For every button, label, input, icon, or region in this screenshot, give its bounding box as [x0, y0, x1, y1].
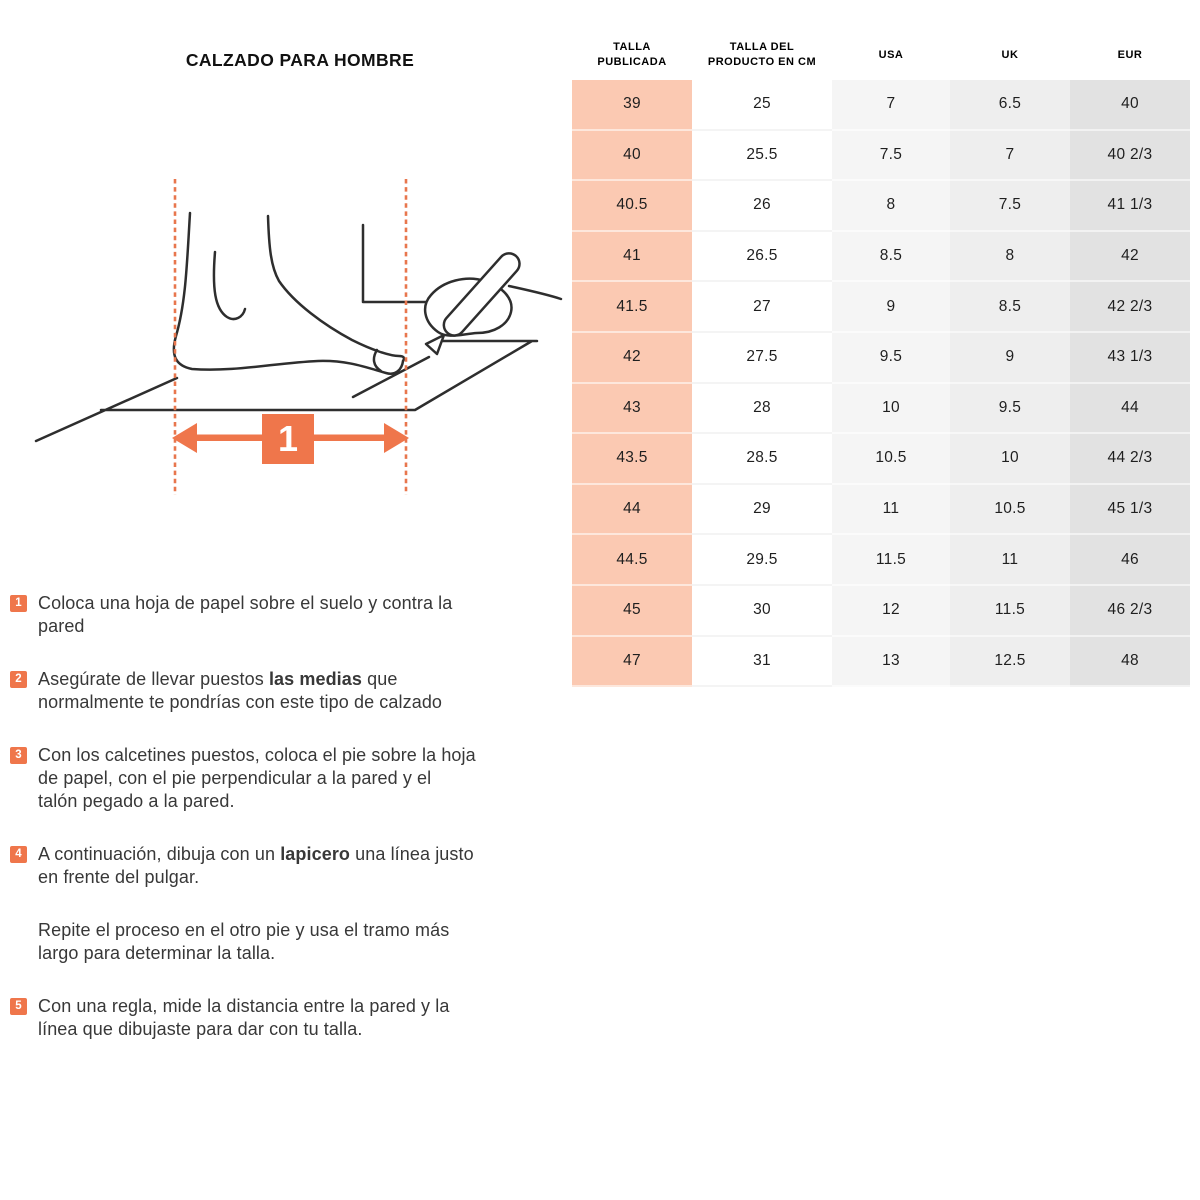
size-cell: 29 — [692, 485, 832, 536]
size-cell: 43.5 — [572, 434, 692, 485]
pencil-tip-icon — [426, 335, 444, 354]
size-cell: 41 — [572, 232, 692, 283]
size-cell: 10.5 — [950, 485, 1070, 536]
size-cell: 8.5 — [832, 232, 950, 283]
step-badge: 3 — [10, 747, 27, 764]
size-cell: 43 — [572, 384, 692, 435]
size-cell: 8 — [832, 181, 950, 232]
column-header: UK — [950, 30, 1070, 80]
step-badge: 4 — [10, 846, 27, 863]
column-header: TALLA DEL PRODUCTO EN CM — [692, 30, 832, 80]
size-cell: 11 — [832, 485, 950, 536]
measure-arrow-label: 1 — [277, 418, 299, 459]
size-cell: 26 — [692, 181, 832, 232]
size-cell: 12 — [832, 586, 950, 637]
instruction-text: A continuación, dibuja con un lapicero una línea justo en frente del pulgar. — [38, 844, 474, 887]
size-cell: 27 — [692, 282, 832, 333]
size-cell: 44 — [572, 485, 692, 536]
size-table — [572, 30, 1190, 687]
size-cell: 8 — [950, 232, 1070, 283]
size-cell: 40 — [572, 131, 692, 182]
size-cell: 43 1/3 — [1070, 333, 1190, 384]
size-cell: 9 — [832, 282, 950, 333]
size-cell: 7.5 — [950, 181, 1070, 232]
instruction-text: Coloca una hoja de papel sobre el suelo y contra la pared — [38, 593, 453, 636]
instruction-item — [10, 843, 595, 889]
instruction-text: Asegúrate de llevar puestos las medias que normalmente te pondrías con este tipo de calzado — [38, 669, 443, 712]
instruction-text: Con los calcetines puestos, coloca el pie sobre la hoja de papel, con el pie perpendicular a la pared y el talón pegado a la pared. — [38, 745, 476, 811]
size-cell: 8.5 — [950, 282, 1070, 333]
size-cell: 44 — [1070, 384, 1190, 435]
size-cell: 46 — [1070, 535, 1190, 586]
size-cell: 48 — [1070, 637, 1190, 688]
size-cell: 31 — [692, 637, 832, 688]
size-cell: 12.5 — [950, 637, 1070, 688]
size-cell: 9 — [950, 333, 1070, 384]
size-cell: 45 — [572, 586, 692, 637]
pencil-drawn-line — [353, 357, 429, 397]
column-header: USA — [832, 30, 950, 80]
page-title: CALZADO PARA HOMBRE — [185, 50, 415, 70]
size-cell: 26.5 — [692, 232, 832, 283]
size-cell: 47 — [572, 637, 692, 688]
size-cell: 45 1/3 — [1070, 485, 1190, 536]
size-cell: 42 — [1070, 232, 1190, 283]
size-cell: 11.5 — [832, 535, 950, 586]
size-cell: 27.5 — [692, 333, 832, 384]
size-cell: 10.5 — [832, 434, 950, 485]
size-cell: 9.5 — [832, 333, 950, 384]
size-cell: 44.5 — [572, 535, 692, 586]
foot-outline — [174, 213, 404, 374]
step-badge: 1 — [10, 595, 27, 612]
instruction-text: Repite el proceso en el otro pie y usa el tramo más largo para determinar la talla. — [38, 920, 450, 963]
foot-measurement-illustration — [0, 0, 570, 560]
size-cell: 25 — [692, 80, 832, 131]
size-cell: 10 — [950, 434, 1070, 485]
size-cell: 44 2/3 — [1070, 434, 1190, 485]
size-cell: 7 — [950, 131, 1070, 182]
size-cell: 25.5 — [692, 131, 832, 182]
instruction-item — [10, 592, 595, 638]
size-cell: 28 — [692, 384, 832, 435]
instruction-list — [10, 592, 595, 1071]
forearm-line — [509, 286, 561, 299]
size-cell: 42 2/3 — [1070, 282, 1190, 333]
wall-corner — [363, 225, 428, 302]
column-header: EUR — [1070, 30, 1190, 80]
size-cell: 29.5 — [692, 535, 832, 586]
instruction-item — [10, 668, 595, 714]
size-cell: 39 — [572, 80, 692, 131]
step-badge: 2 — [10, 671, 27, 688]
size-cell: 46 2/3 — [1070, 586, 1190, 637]
instruction-item — [10, 995, 595, 1041]
size-cell: 40 2/3 — [1070, 131, 1190, 182]
size-cell: 11 — [950, 535, 1070, 586]
step-badge: 5 — [10, 998, 27, 1015]
size-cell: 9.5 — [950, 384, 1070, 435]
size-cell: 11.5 — [950, 586, 1070, 637]
size-cell: 10 — [832, 384, 950, 435]
size-cell: 41.5 — [572, 282, 692, 333]
size-cell: 41 1/3 — [1070, 181, 1190, 232]
column-header: TALLA PUBLICADA — [572, 30, 692, 80]
size-cell: 7 — [832, 80, 950, 131]
instruction-item — [10, 744, 595, 813]
size-cell: 40 — [1070, 80, 1190, 131]
size-cell: 13 — [832, 637, 950, 688]
size-cell: 7.5 — [832, 131, 950, 182]
instruction-item — [10, 919, 595, 965]
size-cell: 28.5 — [692, 434, 832, 485]
measure-arrow — [172, 414, 409, 464]
size-cell: 40.5 — [572, 181, 692, 232]
size-cell: 30 — [692, 586, 832, 637]
size-cell: 6.5 — [950, 80, 1070, 131]
instruction-text: Con una regla, mide la distancia entre la pared y la línea que dibujaste para dar con tu talla. — [38, 996, 450, 1039]
size-cell: 42 — [572, 333, 692, 384]
